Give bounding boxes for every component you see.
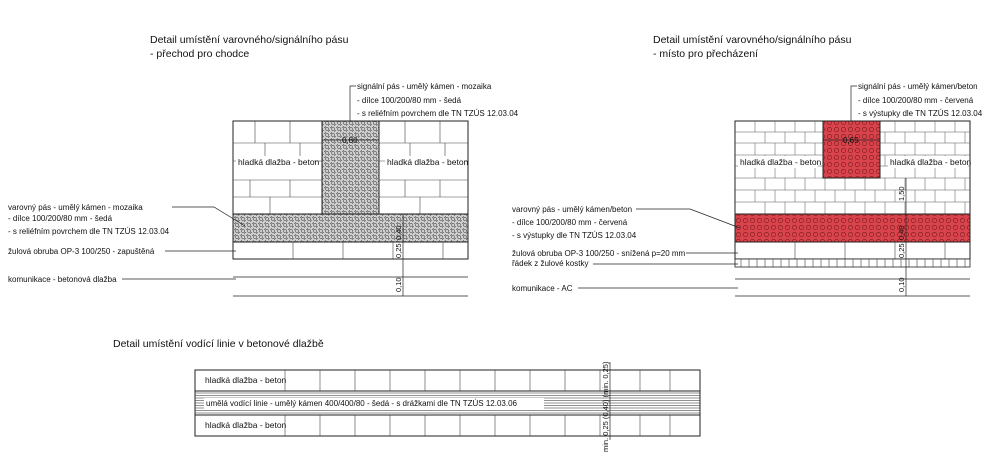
left-dim-25: 0,25: [394, 243, 403, 258]
left-warning-strip: [233, 214, 468, 242]
left-dim-width: 0,80: [342, 136, 358, 145]
detail-left: [8, 34, 519, 296]
right-callout-warning-1: varovný pás - umělý kámen/beton: [512, 205, 633, 214]
right-dim-10: 0,10: [897, 277, 906, 292]
left-curb: [233, 242, 468, 259]
right-title-line2: - místo pro přecházení: [653, 48, 759, 60]
right-curb-label: žulová obruba OP-3 100/250 - snížená p=20 mm: [512, 249, 686, 258]
right-paving-left: hladká dlažba - beton: [740, 157, 822, 167]
left-callout-top-2: - dílce 100/200/80 mm - šedá: [357, 96, 462, 105]
right-signal-strip: [823, 121, 880, 178]
left-title-line1: Detail umístění varovného/signálního pásu: [150, 34, 349, 46]
left-callout-warning-3: - s reliéfním povrchem dle TN TZÚS 12.03.04: [8, 227, 170, 236]
left-road-label: komunikace - betonová dlažba: [8, 275, 117, 284]
bottom-paving-bottom-label: hladká dlažba - beton: [205, 420, 287, 430]
left-callout-top-3: - s reliéfním povrchem dle TN TZÚS 12.03.04: [357, 109, 519, 118]
right-callout-warning-2: - dílce 100/200/80 mm - červená: [512, 218, 628, 227]
right-granite-label: řádek z žulové kostky: [512, 259, 589, 268]
left-dim-10: 0,10: [394, 277, 403, 292]
right-dim-40: 0,40: [897, 225, 906, 240]
bottom-guide-label: umělá vodící linie - umělý kámen 400/400/80 - šedá - s drážkami dle TN TZÚS 12.03.06: [206, 399, 517, 408]
right-callout-warning-3: - s výstupky dle TN TZÚS 12.03.04: [512, 231, 637, 240]
bottom-title: Detail umístění vodící linie v betonové dlažbě: [113, 338, 324, 350]
right-granite-row: [735, 259, 970, 267]
right-curb: [735, 242, 970, 259]
right-callout-top-1: signální pás - umělý kámen/beton: [858, 82, 978, 91]
bottom-paving-top-label: hladká dlažba - beton: [205, 375, 287, 385]
left-curb-label: žulová obruba OP-3 100/250 - zapuštěná: [8, 247, 155, 256]
left-dim-40: 0,40: [394, 225, 403, 240]
left-callout-warning-2: - dílce 100/200/80 mm - šedá: [8, 214, 113, 223]
detail-right: [512, 34, 983, 296]
left-callout-top-1: signální pás - umělý kámen - mozaika: [357, 82, 492, 91]
right-warning-strip: [735, 214, 970, 242]
left-paving-right: hladká dlažba - beton: [387, 157, 469, 167]
right-dim-25: 0,25: [897, 243, 906, 258]
left-paving-left: hladká dlažba - beton: [238, 157, 320, 167]
left-signal-strip: [322, 121, 379, 214]
right-title-line1: Detail umístění varovného/signálního pásu: [653, 34, 852, 46]
right-dim-150: 1,50: [897, 186, 906, 201]
right-dim-width: 0,65: [843, 136, 859, 145]
right-paving-right: hladká dlažba - beton: [890, 157, 972, 167]
right-callout-top-3: - s výstupky dle TN TZÚS 12.03.04: [858, 109, 983, 118]
detail-bottom: [113, 338, 700, 452]
left-title-line2: - přechod pro chodce: [150, 48, 250, 60]
right-road-label: komunikace - AC: [512, 284, 573, 293]
left-callout-warning-1: varovný pás - umělý kámen - mozaika: [8, 203, 143, 212]
right-callout-top-2: - dílce 100/200/80 mm - červená: [858, 96, 974, 105]
bottom-dim-vertical: min. 0,25 (0,40) (min. 0,25): [601, 361, 610, 452]
